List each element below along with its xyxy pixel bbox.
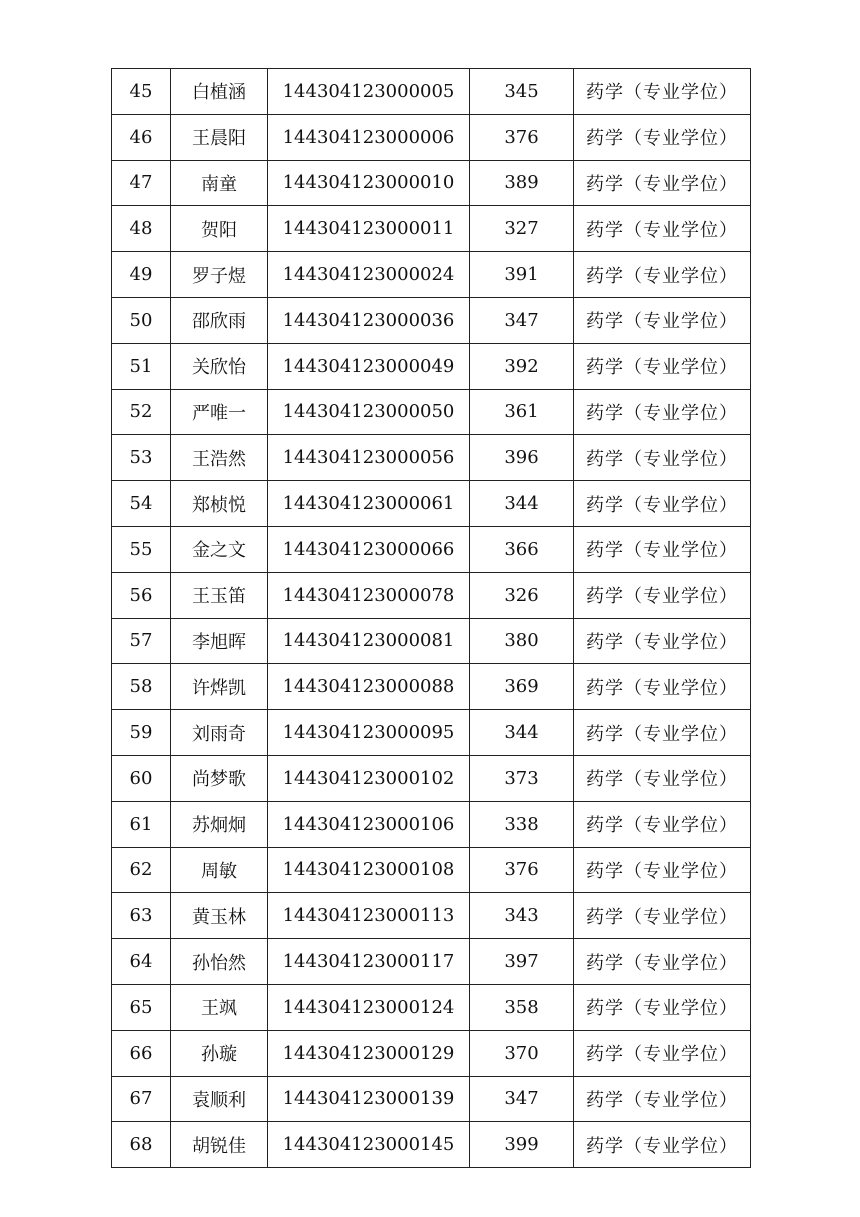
major-cell: 药学（专业学位）: [574, 710, 751, 756]
table-row: [112, 572, 751, 618]
table-row: [112, 893, 751, 939]
table-row: [112, 1076, 751, 1122]
student-name-cell: 王飒: [171, 984, 268, 1030]
major-cell: 药学（专业学位）: [574, 939, 751, 985]
table-row: [112, 664, 751, 710]
exam-id-cell: 144304123000145: [268, 1122, 470, 1168]
row-number-cell: 55: [112, 526, 171, 572]
score-cell: 373: [470, 755, 574, 801]
score-cell: 392: [470, 343, 574, 389]
student-name-cell: 黄玉林: [171, 893, 268, 939]
table-row: [112, 618, 751, 664]
exam-id-cell: 144304123000011: [268, 206, 470, 252]
exam-id-cell: 144304123000010: [268, 160, 470, 206]
exam-id-cell: 144304123000078: [268, 572, 470, 618]
student-name-cell: 贺阳: [171, 206, 268, 252]
row-number-cell: 54: [112, 481, 171, 527]
major-cell: 药学（专业学位）: [574, 801, 751, 847]
major-cell: 药学（专业学位）: [574, 114, 751, 160]
score-cell: 344: [470, 710, 574, 756]
table-row: [112, 526, 751, 572]
table-row: [112, 801, 751, 847]
score-cell: 366: [470, 526, 574, 572]
student-name-cell: 胡锐佳: [171, 1122, 268, 1168]
table-row: [112, 343, 751, 389]
major-cell: 药学（专业学位）: [574, 526, 751, 572]
score-cell: 391: [470, 252, 574, 298]
table-row: [112, 481, 751, 527]
exam-id-cell: 144304123000095: [268, 710, 470, 756]
major-cell: 药学（专业学位）: [574, 435, 751, 481]
score-cell: 343: [470, 893, 574, 939]
major-cell: 药学（专业学位）: [574, 1076, 751, 1122]
score-cell: 326: [470, 572, 574, 618]
exam-id-cell: 144304123000006: [268, 114, 470, 160]
major-cell: 药学（专业学位）: [574, 252, 751, 298]
row-number-cell: 50: [112, 297, 171, 343]
row-number-cell: 68: [112, 1122, 171, 1168]
score-cell: 327: [470, 206, 574, 252]
score-cell: 358: [470, 984, 574, 1030]
row-number-cell: 51: [112, 343, 171, 389]
table-row: [112, 69, 751, 115]
student-name-cell: 严唯一: [171, 389, 268, 435]
table-row: [112, 710, 751, 756]
student-name-cell: 金之文: [171, 526, 268, 572]
student-name-cell: 袁顺利: [171, 1076, 268, 1122]
exam-id-cell: 144304123000005: [268, 69, 470, 115]
table-body: [112, 69, 751, 1168]
major-cell: 药学（专业学位）: [574, 297, 751, 343]
row-number-cell: 59: [112, 710, 171, 756]
score-cell: 380: [470, 618, 574, 664]
major-cell: 药学（专业学位）: [574, 206, 751, 252]
student-name-cell: 李旭晖: [171, 618, 268, 664]
student-name-cell: 邵欣雨: [171, 297, 268, 343]
row-number-cell: 66: [112, 1030, 171, 1076]
exam-id-cell: 144304123000106: [268, 801, 470, 847]
exam-id-cell: 144304123000108: [268, 847, 470, 893]
row-number-cell: 56: [112, 572, 171, 618]
major-cell: 药学（专业学位）: [574, 160, 751, 206]
major-cell: 药学（专业学位）: [574, 984, 751, 1030]
exam-id-cell: 144304123000129: [268, 1030, 470, 1076]
score-cell: 347: [470, 1076, 574, 1122]
exam-id-cell: 144304123000139: [268, 1076, 470, 1122]
major-cell: 药学（专业学位）: [574, 69, 751, 115]
row-number-cell: 49: [112, 252, 171, 298]
major-cell: 药学（专业学位）: [574, 664, 751, 710]
student-name-cell: 刘雨奇: [171, 710, 268, 756]
exam-id-cell: 144304123000050: [268, 389, 470, 435]
row-number-cell: 65: [112, 984, 171, 1030]
student-name-cell: 许烨凯: [171, 664, 268, 710]
row-number-cell: 62: [112, 847, 171, 893]
table-row: [112, 755, 751, 801]
student-name-cell: 孙璇: [171, 1030, 268, 1076]
score-cell: 399: [470, 1122, 574, 1168]
major-cell: 药学（专业学位）: [574, 481, 751, 527]
table-row: [112, 435, 751, 481]
row-number-cell: 67: [112, 1076, 171, 1122]
student-name-cell: 白植涵: [171, 69, 268, 115]
student-name-cell: 王晨阳: [171, 114, 268, 160]
major-cell: 药学（专业学位）: [574, 572, 751, 618]
student-name-cell: 周敏: [171, 847, 268, 893]
table-row: [112, 1030, 751, 1076]
table-row: [112, 847, 751, 893]
major-cell: 药学（专业学位）: [574, 343, 751, 389]
score-cell: 396: [470, 435, 574, 481]
row-number-cell: 52: [112, 389, 171, 435]
exam-id-cell: 144304123000102: [268, 755, 470, 801]
student-name-cell: 孙怡然: [171, 939, 268, 985]
score-cell: 361: [470, 389, 574, 435]
exam-id-cell: 144304123000124: [268, 984, 470, 1030]
student-name-cell: 罗子煜: [171, 252, 268, 298]
score-cell: 347: [470, 297, 574, 343]
score-cell: 376: [470, 114, 574, 160]
row-number-cell: 47: [112, 160, 171, 206]
exam-id-cell: 144304123000081: [268, 618, 470, 664]
major-cell: 药学（专业学位）: [574, 893, 751, 939]
major-cell: 药学（专业学位）: [574, 389, 751, 435]
major-cell: 药学（专业学位）: [574, 755, 751, 801]
exam-id-cell: 144304123000024: [268, 252, 470, 298]
exam-id-cell: 144304123000066: [268, 526, 470, 572]
score-cell: 376: [470, 847, 574, 893]
student-name-cell: 南童: [171, 160, 268, 206]
exam-id-cell: 144304123000088: [268, 664, 470, 710]
row-number-cell: 46: [112, 114, 171, 160]
score-cell: 369: [470, 664, 574, 710]
student-name-cell: 王浩然: [171, 435, 268, 481]
student-name-cell: 尚梦歌: [171, 755, 268, 801]
exam-id-cell: 144304123000061: [268, 481, 470, 527]
row-number-cell: 48: [112, 206, 171, 252]
table-row: [112, 389, 751, 435]
score-cell: 389: [470, 160, 574, 206]
table-row: [112, 297, 751, 343]
table-row: [112, 114, 751, 160]
exam-id-cell: 144304123000049: [268, 343, 470, 389]
table-row: [112, 206, 751, 252]
table-row: [112, 984, 751, 1030]
row-number-cell: 58: [112, 664, 171, 710]
table-row: [112, 939, 751, 985]
row-number-cell: 61: [112, 801, 171, 847]
student-name-cell: 苏炯炯: [171, 801, 268, 847]
score-cell: 370: [470, 1030, 574, 1076]
major-cell: 药学（专业学位）: [574, 847, 751, 893]
student-name-cell: 郑桢悦: [171, 481, 268, 527]
major-cell: 药学（专业学位）: [574, 618, 751, 664]
admission-list-table: [111, 68, 751, 1168]
exam-id-cell: 144304123000113: [268, 893, 470, 939]
row-number-cell: 64: [112, 939, 171, 985]
exam-id-cell: 144304123000117: [268, 939, 470, 985]
table-row: [112, 252, 751, 298]
exam-id-cell: 144304123000056: [268, 435, 470, 481]
score-cell: 338: [470, 801, 574, 847]
score-cell: 345: [470, 69, 574, 115]
row-number-cell: 53: [112, 435, 171, 481]
score-cell: 397: [470, 939, 574, 985]
major-cell: 药学（专业学位）: [574, 1122, 751, 1168]
row-number-cell: 60: [112, 755, 171, 801]
row-number-cell: 57: [112, 618, 171, 664]
student-name-cell: 王玉笛: [171, 572, 268, 618]
exam-id-cell: 144304123000036: [268, 297, 470, 343]
table-row: [112, 1122, 751, 1168]
table-row: [112, 160, 751, 206]
row-number-cell: 63: [112, 893, 171, 939]
major-cell: 药学（专业学位）: [574, 1030, 751, 1076]
row-number-cell: 45: [112, 69, 171, 115]
score-cell: 344: [470, 481, 574, 527]
student-name-cell: 关欣怡: [171, 343, 268, 389]
